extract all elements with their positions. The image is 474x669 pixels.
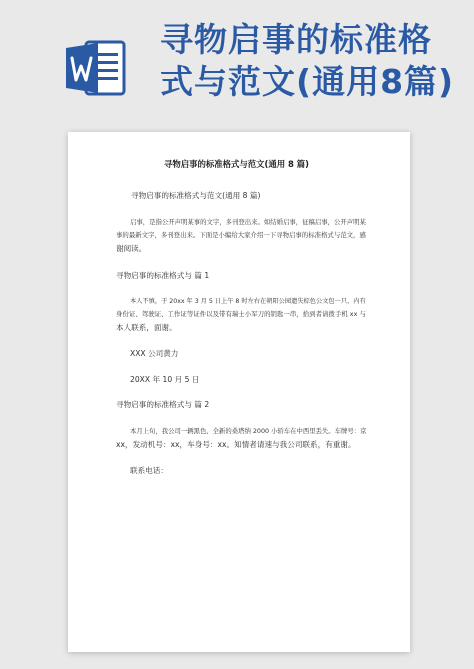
document-title: 寻物启事的标准格式与范文(通用 8 篇) [164,159,309,169]
intro-line-3: 谢阅读。 [116,244,147,253]
section1-line-2: 身份证、驾驶证、工作证等证件以及带有瑞士小军刀的钥匙一串，拾到者请拨手机 xx 与 [116,310,366,318]
section2-contact: 联系电话： [130,466,168,475]
section2-heading: 寻物启事的标准格式与 篇 2 [116,400,210,409]
page-title-line1: 寻物启事的标准格 [160,20,432,59]
section2-line-2: xx，发动机号：xx，车身号：xx。知情者请速与我公司联系，有重谢。 [116,440,356,449]
intro-line-1: 启事，是指公开声明某事的文字，多刊登出来。如结婚启事，征稿启事，公开声明某 [130,218,366,226]
section2-line-1: 本月上旬，我公司一辆黑色、全新的桑塔纳 2000 小轿车在中西里丢失。车牌号：京 [130,428,367,435]
section1-line-1: 本人不慎，于 20xx 年 3 月 5 日上午 8 时左右在朝阳公园遗失棕色公文包一只，内有 [130,298,366,305]
intro-line-2: 事的最新文字，多刊登出来。下面是小编给大家介绍一下寻物启事的标准格式与范文，感 [116,231,366,239]
document-header [0,0,474,112]
document-page [68,132,410,652]
section1-heading: 寻物启事的标准格式与 篇 1 [116,271,210,280]
document-subtitle: 寻物启事的标准格式与范文(通用 8 篇) [131,191,261,200]
section1-date: 20XX 年 10 月 5 日 [130,375,200,384]
word-icon [64,36,128,100]
section1-signature: XXX 公司黄力 [130,349,179,358]
page-title-line2: 式与范文(通用8篇) [160,62,455,101]
section1-line-3: 本人联系，面谢。 [116,323,177,332]
